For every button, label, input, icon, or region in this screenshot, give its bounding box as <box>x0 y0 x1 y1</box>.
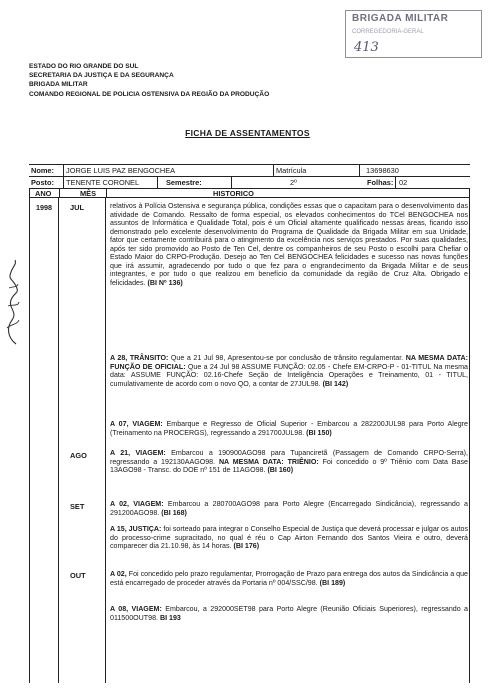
a08-head: A 08, VIAGEM: <box>110 605 162 613</box>
stamp-subtitle: CORREGEDORIA-GERAL <box>352 29 424 35</box>
column-month: MÊS <box>80 189 97 198</box>
a21-head: A 21, VIAGEM: <box>110 449 166 457</box>
entry-jul-evaluation <box>110 202 468 287</box>
entry-a28-transito <box>110 354 468 388</box>
semester-label: Semestre: <box>157 177 231 188</box>
header-divider-1 <box>59 189 60 198</box>
name-value: JORGE LUIS PAZ BENGOCHEA <box>63 165 273 176</box>
month-set: SET <box>70 502 85 511</box>
rank-value: TENENTE CORONEL <box>63 177 157 188</box>
month-ago: AGO <box>70 451 87 460</box>
a21-ref: (BI 160) <box>267 466 294 475</box>
a15-ref: (BI 176) <box>233 542 260 551</box>
header-line-brigade: BRIGADA MILITAR <box>29 81 88 89</box>
entry-a15-justica <box>110 525 468 551</box>
rank-label: Posto: <box>31 178 54 187</box>
a07-ref: (BI 150) <box>306 428 332 437</box>
sheets-label: Folhas: <box>367 178 394 187</box>
stamp-page-number: 413 <box>354 40 379 55</box>
a02s-text: Embarcou a 280700AGO98 para Porto Alegre (Encarregado Sindicância), regressando a 291200AGO98. <box>110 500 468 517</box>
year-value: 1998 <box>36 203 52 212</box>
a15-head: A 15, JUSTIÇA: <box>110 525 162 533</box>
column-year: ANO <box>35 189 52 198</box>
a02o-text: Foi concedido pelo prazo regulamentar, Prorrogação de Prazo para entrega dos autos da Sindicância a que está encarregado de proceder através da Portaria nº 004/SSC/98. <box>110 570 468 587</box>
a02s-head: A 02, VIAGEM: <box>110 500 164 508</box>
a15-text: foi sorteado para integrar o Conselho Especial de Justiça que deverá processar e julgar os autos do processo-crime supracitado, no qual é réu o Cap Airton Fernando dos Santos Vieira e outro, deverá comparecer dia 21.10.98, às 14 horas. <box>110 525 468 551</box>
entry-a21-viagem <box>110 449 468 475</box>
a08-text: Embarcou, a 292000SET98 para Porto Alegre (Reunião Oficiais Superiores), regressando a 011500OUT98. <box>110 605 468 622</box>
history-table-header <box>29 188 470 198</box>
matricula-value: 13698630 <box>359 165 470 176</box>
header-line-state: ESTADO DO RIO GRANDE DO SUL <box>29 63 139 70</box>
info-row-name <box>29 164 470 176</box>
personal-info-table <box>29 164 470 189</box>
a28-head: A 28, TRÂNSITO: <box>110 354 169 362</box>
a07-text: Embarque e Regresso de Oficial Superior - Embarcou a 282200JUL98 para Porto Alegre (Treinamento na PROCERGS), regressando a 291700JUL98. <box>110 420 468 437</box>
month-jul: JUL <box>70 203 84 212</box>
stamp-title: BRIGADA MILITAR <box>352 13 449 24</box>
a07-head: A 07, VIAGEM: <box>110 420 163 428</box>
a02o-ref: (BI 189) <box>319 578 346 587</box>
semester-value: 2º <box>231 177 359 188</box>
a02o-head: A 02, <box>110 570 127 578</box>
sheets-value: 02 <box>395 177 470 188</box>
jul-text: relativos à Polícia Ostensiva e segurança pública, condições essas que o capacitam para o desenvolvimento das atividade de Comando. Ressalto de forma especial, os elevados conhecimentos do TCel BENGOCHEA nos assuntos de Informática e Qualidade Total, pois é um Oficial altamente qualificado nessas áreas, ficando isso demonstrado pelo excelente desenvolvimento do Programa de Qualidade da Brigada Militar em sua Unidade, fator que certamente contribuirá para o atingimento da excelência nos serviços prestados. Por suas qualidades, após ter sido promovido ao Posto de Ten Cel, dentre os companheiros de seu Posto o escolhi para Chefiar o Estado Maior do CRPO-Produção. Desejo ao Ten Cel BENGOCHEA felicidades e sucesso nas novas funções que irá assumir, agradecendo por tudo o que fez para o engrandecimento da Brigada Militar e de seus integrantes, e por tudo o que realizou em benefício da comunidade da região de Cruz Alta. Obrigado e felicidades. <box>110 202 468 287</box>
entry-a08-viagem <box>110 605 468 622</box>
jul-ref: (BI Nº 136) <box>147 278 183 287</box>
margin-signature <box>2 258 24 348</box>
entry-a02-set-viagem <box>110 500 468 517</box>
brigada-militar-stamp <box>345 10 482 58</box>
a28-bold: NA MESMA DATA: FUNÇÃO DE OFICIAL: <box>110 354 468 371</box>
a02s-ref: (BI 168) <box>161 508 187 517</box>
a21-text-2: Foi concedido o 9º Triênio com Data Base 13AGO98 - Transc. do DOE nº 151 de 11AGO98. <box>110 457 468 475</box>
document-header <box>29 62 269 99</box>
header-line-secretary: SECRETARIA DA JUSTIÇA E DA SEGURANÇA <box>29 72 174 80</box>
year-column <box>29 198 59 683</box>
header-divider-2 <box>106 189 107 198</box>
entry-a07-viagem <box>110 420 468 437</box>
name-label: Nome: <box>31 166 54 175</box>
document-title: FICHA DE ASSENTAMENTOS <box>185 128 310 138</box>
a21-text-1: Embarcou a 190900AGO98 para Tupanciretã (Passagem de Comando CRPO-Serra), regressando a 192130AAGO98. <box>110 449 468 466</box>
month-column <box>59 198 106 683</box>
a28-text-2: Que a 24 Jul 98 ASSUME FUNÇÃO: 02.05 - Chefe EM-CRPO-P - 01-TITUL Na mesma data: ASSUME FUNÇÃO: 02.16-Chefe Seção de Inteligência Operações e Treinamento, 01 - TITUL, cumulativamente de acordo com o novo QO, a contar de 27JUL98. <box>110 362 468 388</box>
entry-a02-out-prorrogacao <box>110 570 468 587</box>
a28-text-1: Que a 21 Jul 98, Apresentou-se por conclusão de trânsito regulamentar. <box>170 354 404 362</box>
a21-bold: NA MESMA DATA: TRIÊNIO: <box>218 457 319 466</box>
column-history: HISTORICO <box>213 189 254 198</box>
a08-ref: BI 193 <box>159 613 181 622</box>
matricula-label: Matrícula <box>273 165 359 176</box>
a28-ref: (BI 142) <box>322 379 349 388</box>
month-out: OUT <box>70 571 86 580</box>
header-line-command: COMANDO REGIONAL DE POLICIA OSTENSIVA DA REGIÃO DA PRODUÇÃO <box>29 90 270 98</box>
